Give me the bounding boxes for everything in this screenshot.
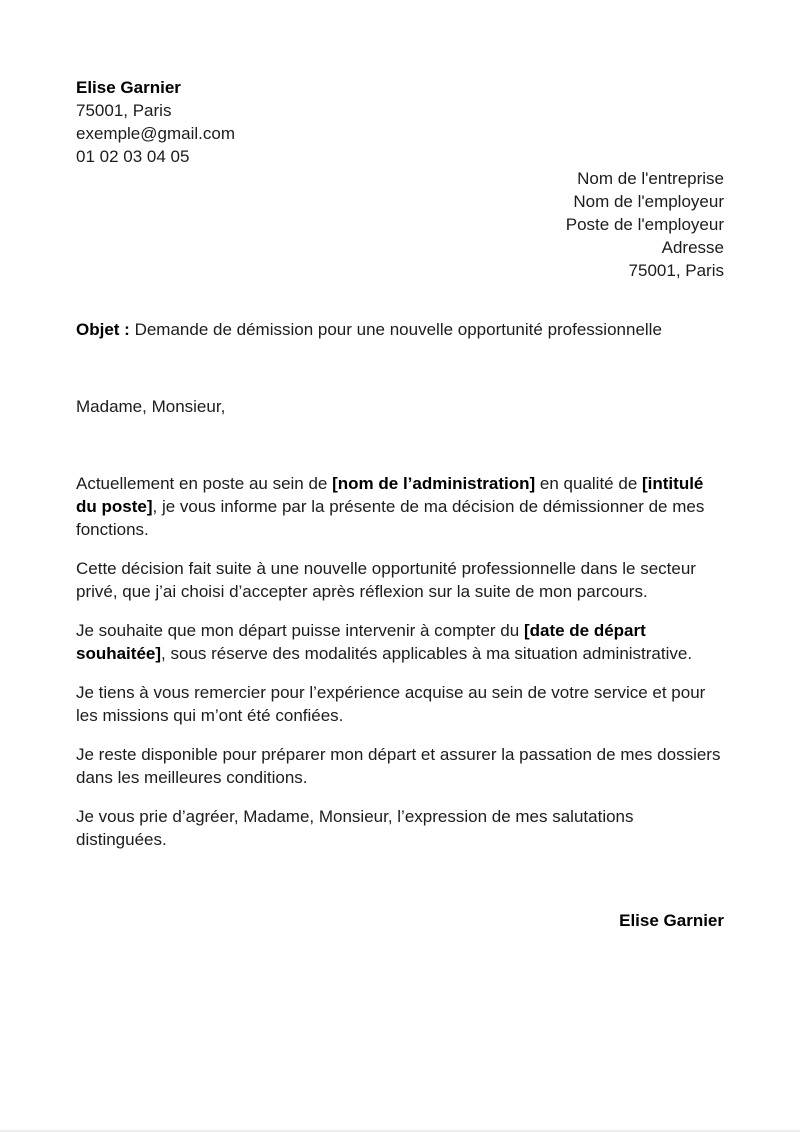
departure-date-placeholder: [date de départ souhaitée] xyxy=(76,621,646,663)
subject-line xyxy=(76,318,736,341)
paragraph-3-text-a: Je souhaite que mon départ puisse intervenir à compter du xyxy=(76,621,524,640)
signature: Elise Garnier xyxy=(619,911,724,930)
sender-city: 75001, Paris xyxy=(76,101,172,120)
paragraph-1-text-a: Actuellement en poste au sein de xyxy=(76,474,333,493)
paragraph-1 xyxy=(76,472,726,541)
paragraph-2: Cette décision fait suite à une nouvelle opportunité professionnelle dans le secteur privé, que j’ai choisi d’accepter après réflexion sur la suite de mon parcours. xyxy=(76,559,696,601)
subject-text: Demande de démission pour une nouvelle opportunité professionnelle xyxy=(129,320,662,339)
paragraph-6: Je vous prie d’agréer, Madame, Monsieur, l’expression de mes salutations distinguées. xyxy=(76,807,634,849)
sender-phone: 01 02 03 04 05 xyxy=(76,147,190,166)
recipient-position: Poste de l'employeur xyxy=(565,215,724,234)
paragraph-1-text-b: en qualité de xyxy=(535,474,642,493)
paragraph-3-text-b: , sous réserve des modalités applicables à ma situation administrative. xyxy=(161,644,693,663)
sender-name: Elise Garnier xyxy=(76,78,181,97)
letter-body xyxy=(76,472,726,867)
job-title-placeholder: [intitulé du poste] xyxy=(76,474,704,516)
paragraph-3 xyxy=(76,619,726,665)
sender-block xyxy=(76,76,476,168)
recipient-employer: Nom de l'employeur xyxy=(573,192,724,211)
paragraph-5: Je reste disponible pour préparer mon départ et assurer la passation de mes dossiers dans les meilleures conditions. xyxy=(76,745,721,787)
recipient-block xyxy=(324,167,724,282)
greeting: Madame, Monsieur, xyxy=(76,397,226,416)
administration-placeholder: [nom de l’administration] xyxy=(332,474,536,493)
paragraph-1-text-c: , je vous informe par la présente de ma décision de démissionner de mes fonctions. xyxy=(76,497,705,539)
recipient-company: Nom de l'entreprise xyxy=(577,169,724,188)
sender-email: exemple@gmail.com xyxy=(76,124,235,143)
subject-label: Objet : xyxy=(76,320,130,339)
recipient-address: Adresse xyxy=(661,238,724,257)
recipient-city: 75001, Paris xyxy=(628,261,724,280)
paragraph-4: Je tiens à vous remercier pour l’expérience acquise au sein de votre service et pour les missions qui m’ont été confiées. xyxy=(76,683,706,725)
